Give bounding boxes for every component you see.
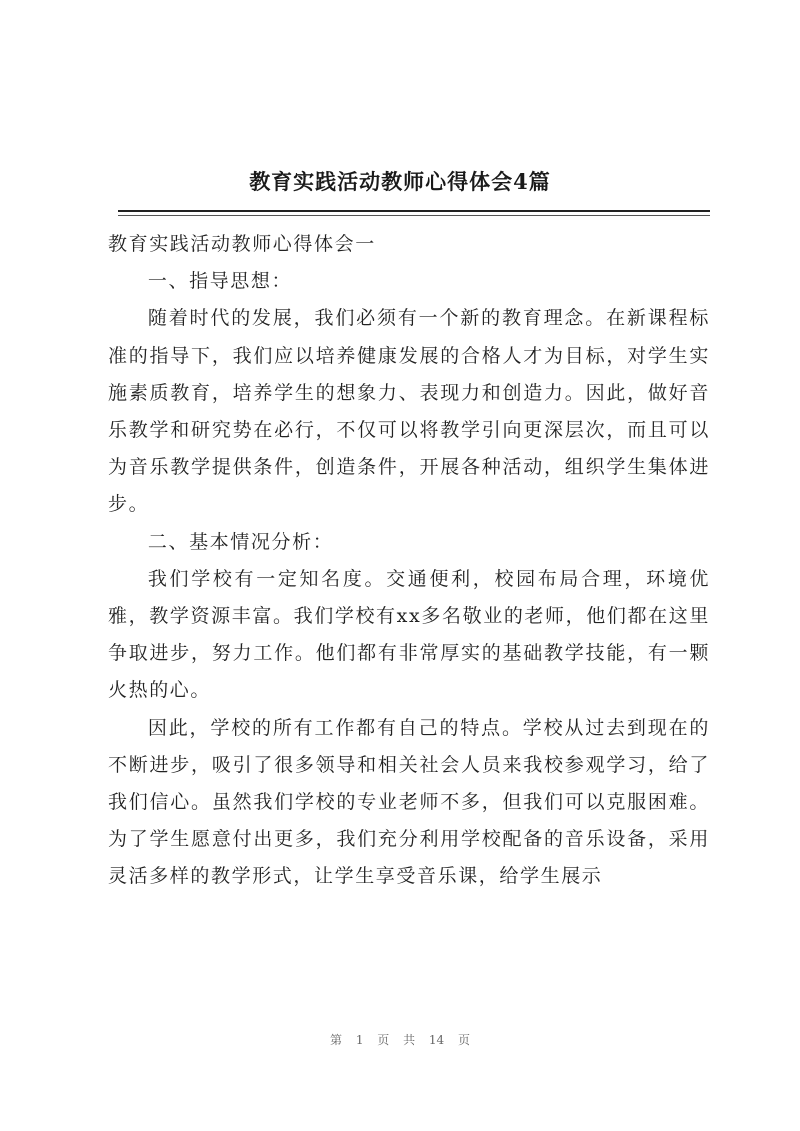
paragraph: 随着时代的发展，我们必须有一个新的教育理念。在新课程标准的指导下，我们应以培养健康发展的合格人才为目标，对学生实施素质教育，培养学生的想象力、表现力和创造力。因此，做好音乐教学和研究势在必行，不仅可以将教学引向更深层次，而且可以为音乐教学提供条件，创造条件，开展各种活动，组织学生集体进步。 [108, 307, 710, 516]
document-body [108, 226, 710, 896]
title-divider [118, 210, 710, 212]
document-title: 教育实践活动教师心得体会4篇 [249, 169, 551, 194]
page-number: 第 1 页 共 14 页 [330, 1033, 470, 1047]
paragraph: 因此，学校的所有工作都有自己的特点。学校从过去到现在的不断进步，吸引了很多领导和相关社会人员来我校参观学习，给了我们信心。虽然我们学校的专业老师不多，但我们可以克服困难。为了学生愿意付出更多，我们充分利用学校配备的音乐设备，采用灵活多样的教学形式，让学生享受音乐课，给学生展示 [108, 716, 710, 888]
title-divider-thin [118, 215, 710, 216]
paragraph: 我们学校有一定知名度。交通便利，校园布局合理，环境优雅，教学资源丰富。我们学校有xx多名敬业的老师，他们都在这里争取进步，努力工作。他们都有非常厚实的基础教学技能，有一颗火热的心。 [108, 567, 710, 702]
section-heading: 教育实践活动教师心得体会一 [108, 233, 376, 255]
paragraph: 一、指导思想： [147, 270, 293, 293]
paragraph: 二、基本情况分析： [147, 530, 334, 553]
